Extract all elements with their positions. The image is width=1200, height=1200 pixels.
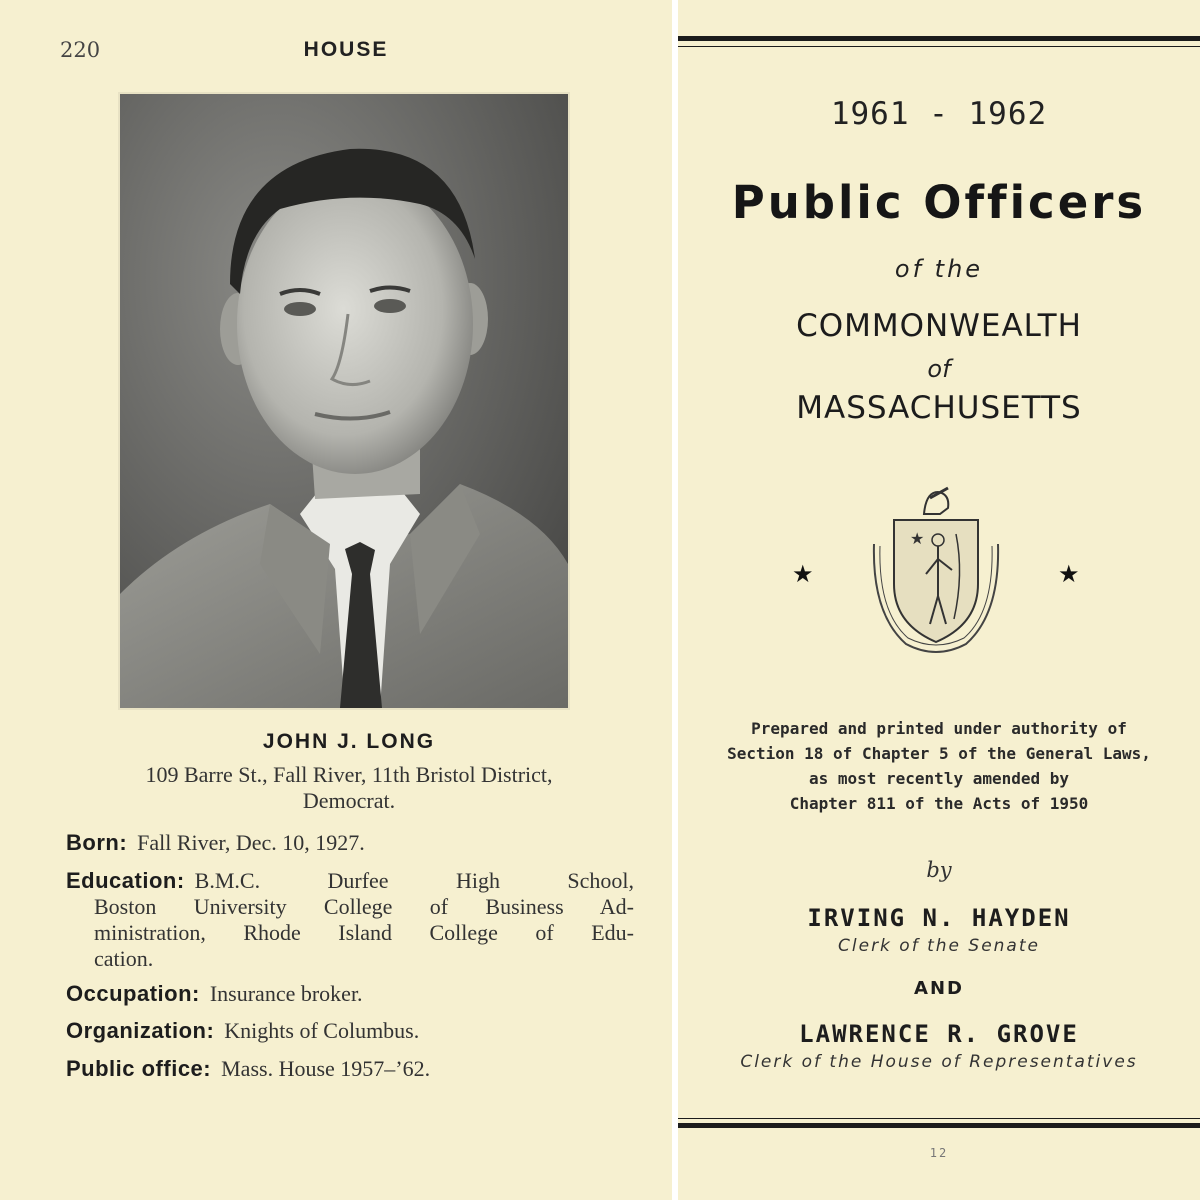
authority-line-3: as most recently amended by	[808, 769, 1070, 788]
occupation-value: Insurance broker.	[209, 981, 363, 1006]
top-rule	[678, 36, 1200, 41]
top-rule-thin	[678, 46, 1200, 47]
education-line-1: B.M.C. Durfee High School,	[194, 868, 634, 893]
massachusetts: MASSACHUSETTS	[796, 390, 1082, 426]
person-name: JOHN J. LONG	[262, 730, 436, 753]
by: by	[926, 858, 952, 882]
bottom-rule	[678, 1123, 1200, 1128]
clerk-senate-title: Clerk of the Senate	[838, 936, 1040, 956]
clerk-house-title: Clerk of the House of Representatives	[740, 1052, 1138, 1072]
occupation-field	[66, 981, 634, 1007]
right-page	[678, 0, 1200, 1200]
commonwealth: COMMONWEALTH	[796, 308, 1082, 344]
of-the: of the	[894, 255, 984, 283]
book-title: Public Officers	[731, 176, 1147, 229]
of: of	[927, 355, 951, 383]
years: 1961 - 1962	[830, 96, 1048, 132]
organization-label: Organization:	[66, 1018, 215, 1043]
portrait-photo	[118, 92, 570, 710]
education-line-2: Boston University College of Business Ad-	[94, 894, 634, 919]
and: AND	[914, 978, 964, 999]
svg-text:★: ★	[910, 529, 925, 548]
authority-line-1: Prepared and printed under authority of	[751, 719, 1127, 738]
bottom-rule-thin	[678, 1118, 1200, 1119]
address-line-1: 109 Barre St., Fall River, 11th Bristol District,	[145, 762, 553, 787]
clerk-senate-name: IRVING N. HAYDEN	[807, 904, 1071, 932]
star-icon: ★	[792, 562, 814, 588]
public-office-field	[66, 1056, 634, 1082]
born-field	[66, 830, 634, 856]
education-label: Education:	[66, 868, 185, 893]
education-field	[66, 868, 634, 972]
occupation-label: Occupation:	[66, 981, 200, 1006]
page-header: HOUSE	[303, 38, 389, 61]
born-label: Born:	[66, 830, 128, 855]
education-line-3: ministration, Rhode Island College of Edu-	[94, 920, 634, 945]
public-office-label: Public office:	[66, 1056, 212, 1081]
organization-field	[66, 1018, 634, 1044]
organization-value: Knights of Columbus.	[224, 1018, 420, 1043]
born-value: Fall River, Dec. 10, 1927.	[137, 830, 365, 855]
public-office-value: Mass. House 1957–’62.	[221, 1056, 431, 1081]
clerk-house-name: LAWRENCE R. GROVE	[799, 1020, 1079, 1048]
star-icon: ★	[1058, 562, 1080, 588]
authority-line-4: Chapter 811 of the Acts of 1950	[789, 794, 1089, 813]
state-seal-icon	[866, 484, 1006, 660]
address	[66, 762, 632, 814]
party: Democrat.	[302, 788, 396, 813]
education-line-4: cation.	[94, 946, 154, 971]
footer-mark: 12	[929, 1146, 949, 1160]
authority-line-2: Section 18 of Chapter 5 of the General Laws,	[727, 744, 1151, 763]
authority-statement	[678, 716, 1200, 816]
page-number: 220	[60, 38, 101, 62]
